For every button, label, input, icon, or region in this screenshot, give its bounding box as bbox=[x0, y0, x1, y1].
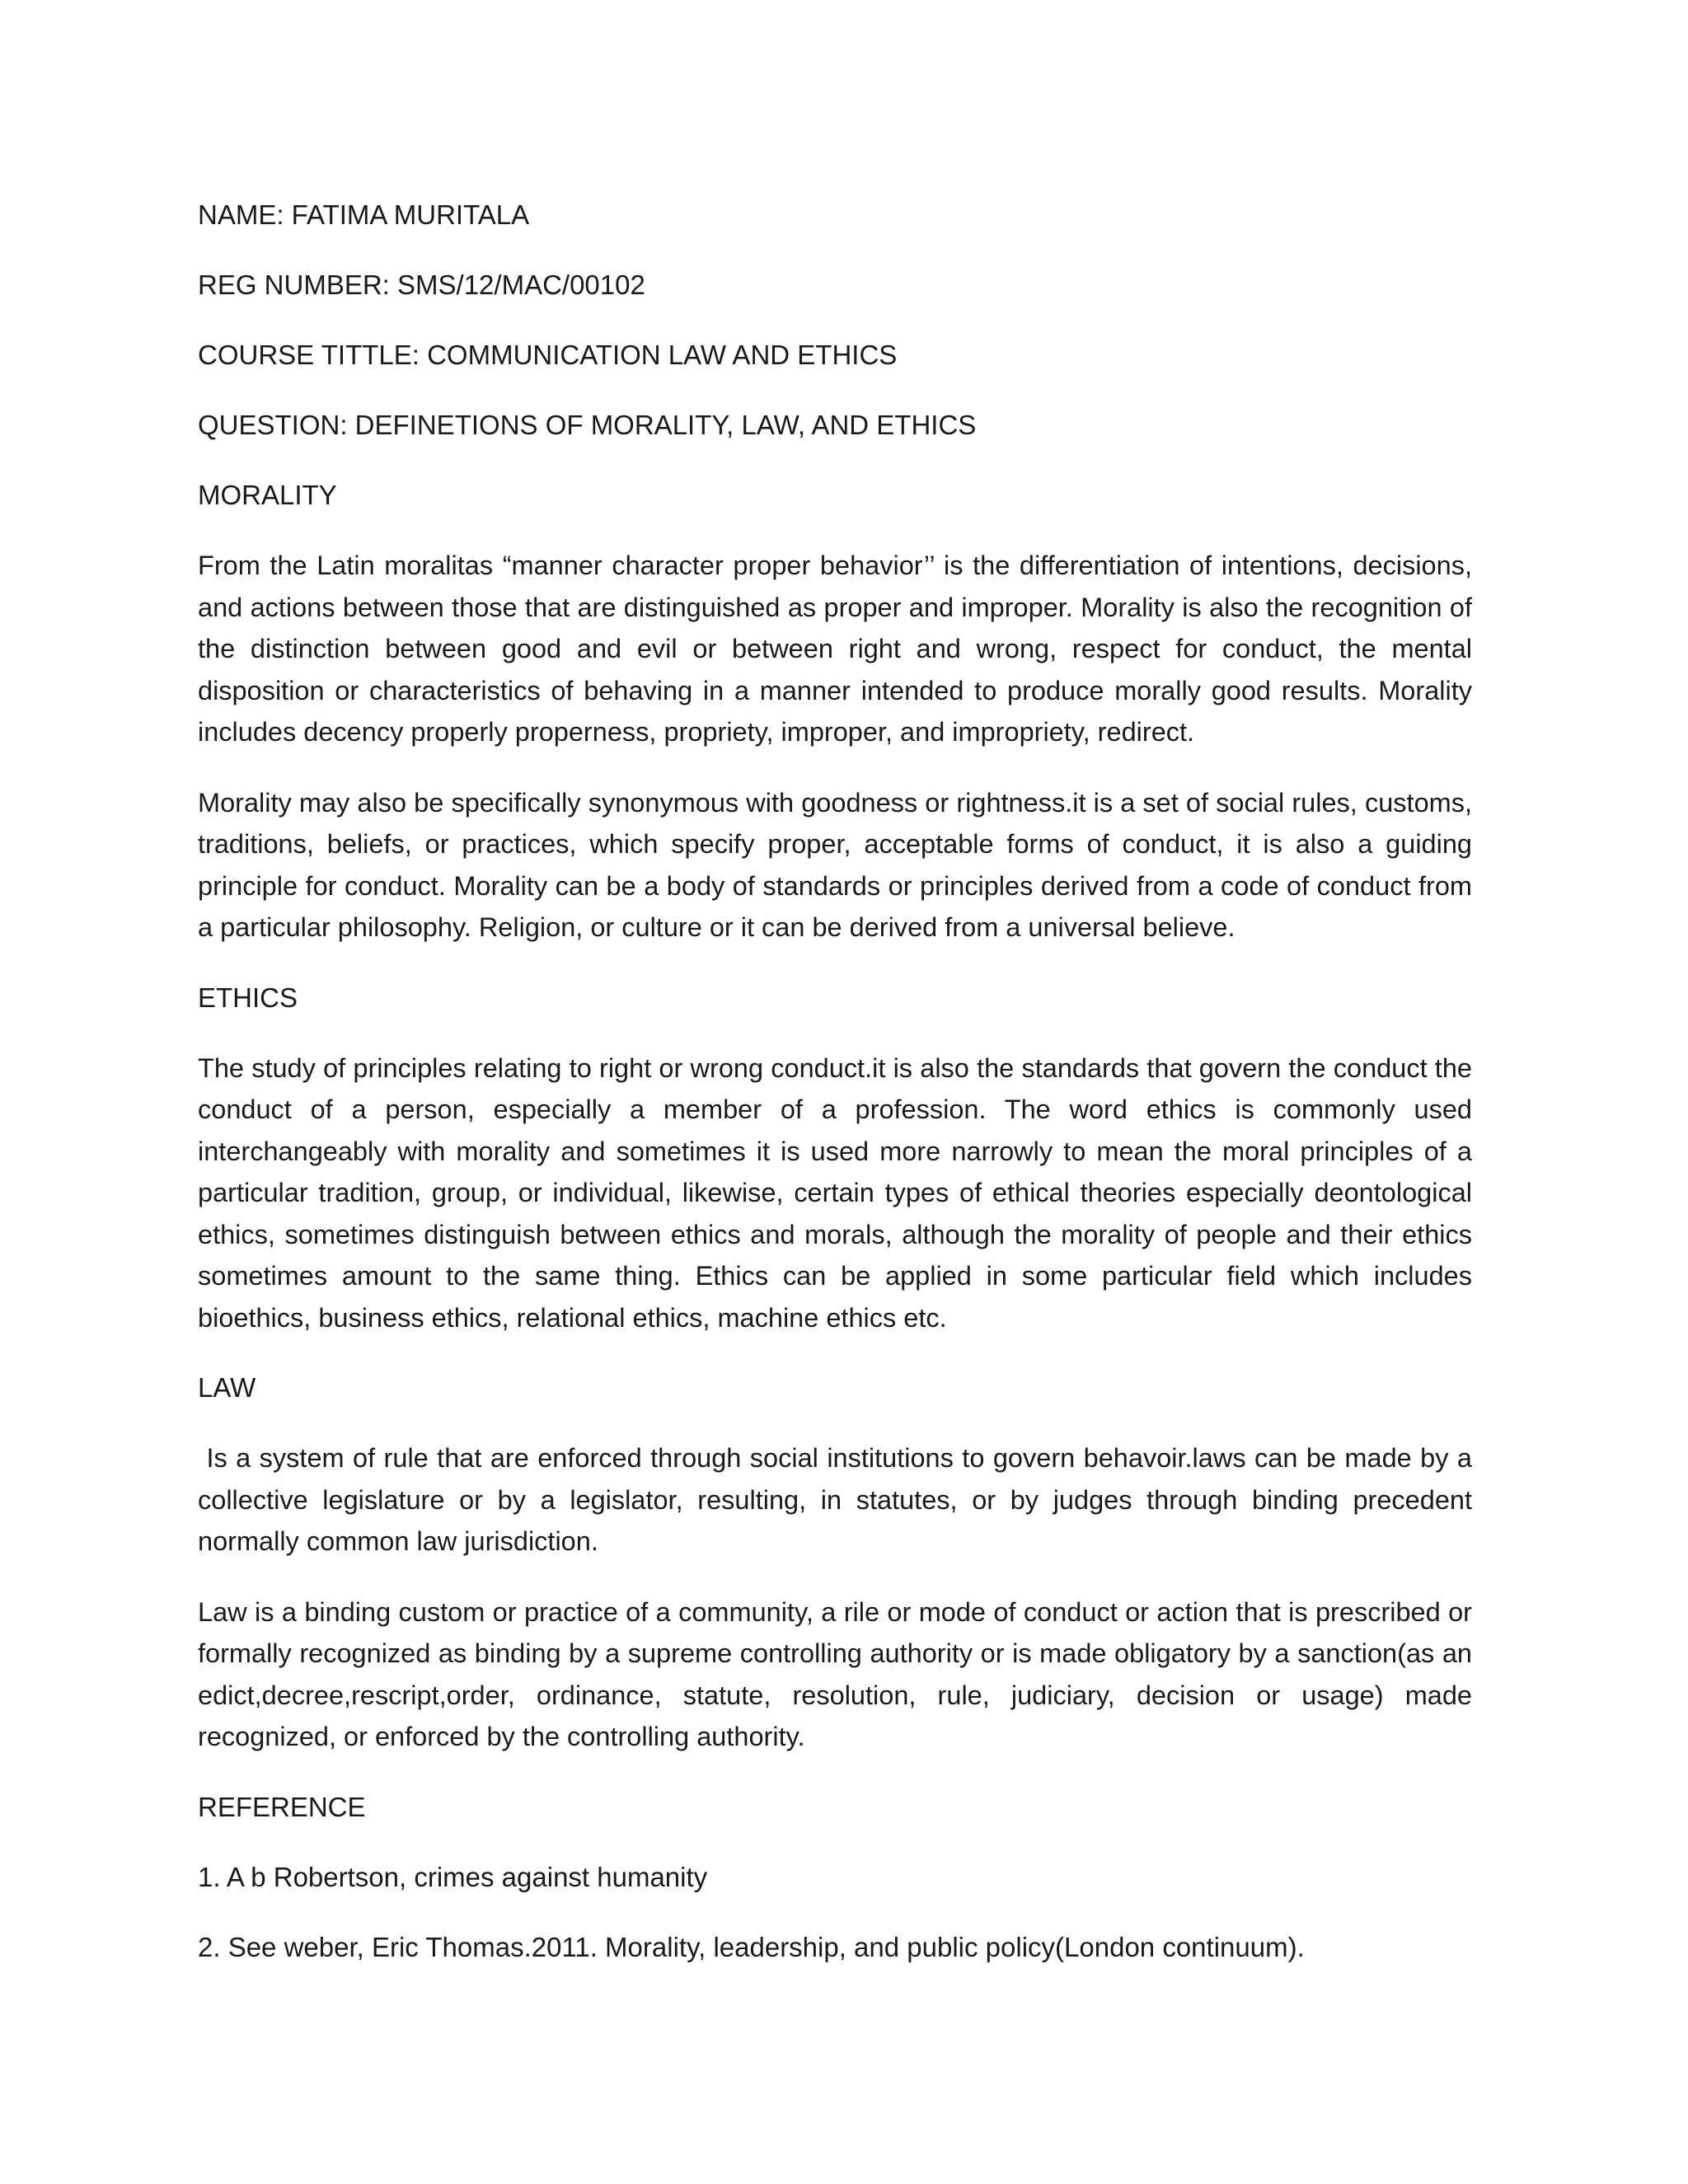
law-paragraph-2: Law is a binding custom or practice of a community, a rile or mode of conduct or action that is prescribed or formally recognized as binding by a supreme controlling authority or is made obligatory by a sanction(as an edict,decree,rescript,order, ordinance, statute, resolution, rule, judiciary, decision or usage) made recognized, or enforced by the controlling authority. bbox=[198, 1596, 1472, 1751]
ethics-heading: ETHICS bbox=[198, 982, 298, 1013]
reference-item-1: 1. A b Robertson, crimes against humanity bbox=[198, 1861, 708, 1892]
course-title: COURSE TITTLE: COMMUNICATION LAW AND ETHICS bbox=[198, 340, 898, 370]
morality-heading: MORALITY bbox=[198, 480, 337, 510]
morality-paragraph-2: Morality may also be specifically synonymous with goodness or rightness.it is a set of social rules, customs, traditions, beliefs, or practices, which specify proper, acceptable forms of conduct, it is also a guiding principle for conduct. Morality can be a body of standards or principles derived from a code of conduct from a particular philosophy. Religion, or culture or it can be derived from a universal believe. bbox=[198, 787, 1472, 942]
reference-item-2: 2. See weber, Eric Thomas.2011. Morality, leadership, and public policy(London continuum). bbox=[198, 1931, 1305, 1962]
student-name: NAME: FATIMA MURITALA bbox=[198, 199, 530, 230]
ethics-paragraph-1: The study of principles relating to right or wrong conduct.it is also the standards that govern the conduct the conduct of a person, especially a member of a profession. The word ethics is commonly used interchangeably with morality and sometimes it is used more narrowly to mean the moral principles of a particular tradition, group, or individual, likewise, certain types of ethical theories especially deontological ethics, sometimes distinguish between ethics and morals, although the morality of people and their ethics sometimes amount to the same thing. Ethics can be applied in some particular field which includes bioethics, business ethics, relational ethics, machine ethics etc. bbox=[198, 1052, 1472, 1333]
document-page bbox=[198, 194, 1480, 1997]
morality-paragraph-1: From the Latin moralitas “manner character proper behavior’’ is the differentiation of intentions, decisions, and actions between those that are distinguished as proper and improper. Morality is also the recognition of the distinction between good and evil or between right and wrong, respect for conduct, the mental disposition or characteristics of behaving in a manner intended to produce morally good results. Morality includes decency properly properness, propriety, improper, and impropriety, redirect. bbox=[198, 551, 1472, 747]
law-paragraph-1: Is a system of rule that are enforced through social institutions to govern behavoir.laws can be made by a collective legislature or by a legislator, resulting, in statutes, or by judges through binding precedent normally common law jurisdiction. bbox=[198, 1443, 1480, 1556]
reg-number: REG NUMBER: SMS/12/MAC/00102 bbox=[198, 269, 645, 300]
question: QUESTION: DEFINETIONS OF MORALITY, LAW, AND ETHICS bbox=[198, 410, 977, 440]
law-heading: LAW bbox=[198, 1372, 256, 1403]
reference-heading: REFERENCE bbox=[198, 1791, 366, 1822]
